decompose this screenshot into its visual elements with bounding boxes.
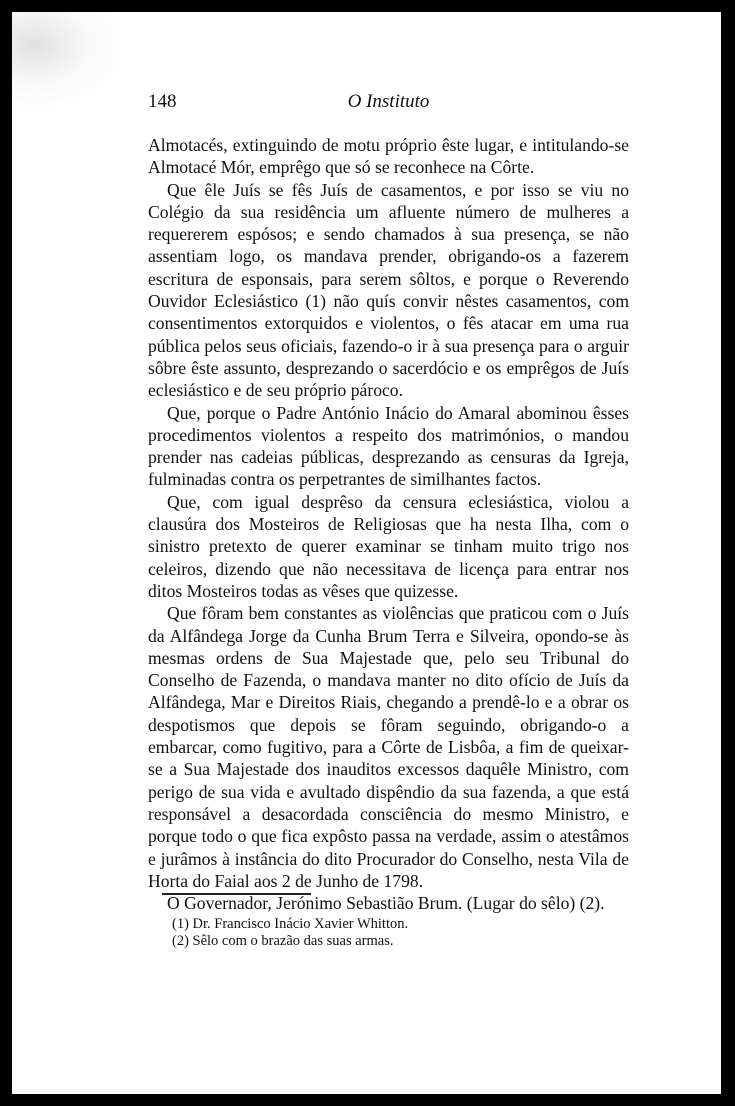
book-page — [12, 12, 721, 1094]
paragraph: Que, porque o Padre António Inácio do Amaral abominou êsses procedimentos violentos a respeito dos matrimónios, o mandou prender nas cadeias públicas, desprezando as censuras da Igreja, fulminadas contra os perpetrantes de similhantes factos. — [148, 402, 629, 490]
paragraph: Que fôram bem constantes as violências que praticou com o Juís da Alfândega Jorge da Cunha Brum Terra e Silveira, opondo-se às mesmas ordens de Sua Majestade que, pelo seu Tribunal do Conselho de Fazenda, o mandava manter no dito ofício de Juís da Alfândega, Mar e Direitos Riais, chegando a prendê-lo e a obrar os despotismos que depois se fôram seguindo, obrigando-o a embarcar, como fugitivo, para a Côrte de Lisbôa, a fim de queixar-se a Sua Majestade dos inauditos excessos daquêle Ministro, com perigo de sua vida e avultado dispêndio da sua fazenda, a que está responsável a desacordada consciência do mesmo Ministro, e porque todo o que fica expôsto passa na verdade, assim o atestâmos e jurâmos à instância do dito Procurador do Conselho, nesta Vila de Horta do Faial aos 2 de Junho de 1798. — [148, 603, 629, 891]
paragraph: O Governador, Jerónimo Sebastião Brum. (Lugar do sêlo) (2). — [167, 893, 605, 914]
paper-stain — [12, 12, 122, 107]
paragraph: Que êle Juís se fês Juís de casamentos, e por isso se viu no Colégio da sua residência um afluente número de mulheres a requererem espósos; e sendo chamados à sua presença, se não assentiam logo, os mandava prender, obrigando-os a fazerem escritura de esponsais, para serem sôltos, e porque o Reverendo Ouvidor Eclesiástico (1) não quís convir nêstes casamentos, com consentimentos extorquidos e violentos, o fês atacar em uma rua pública pelos seus oficiais, fazendo-o ir à sua presença para o arguir sôbre êste assunto, desprezando o sacerdócio e os emprêgos de Juís eclesiástico e de seu próprio pároco. — [148, 179, 629, 401]
page-number: 148 — [148, 91, 177, 112]
paragraph: Que, com igual desprêso da censura eclesiástica, violou a clausúra dos Mosteiros de Religiosas que ha nesta Ilha, com o sinistro pretexto de querer examinar se tinham muito trigo nos celeiros, dizendo que não necessitava de licença para entrar nos ditos Mosteiros todas as vêses que quizesse. — [148, 491, 629, 601]
footnote: (2) Sêlo com o brazão das suas armas. — [172, 933, 394, 949]
footnotes — [172, 916, 612, 950]
body-text — [148, 134, 629, 914]
footnote-divider — [162, 893, 311, 895]
page-header — [148, 91, 629, 117]
paragraph: Almotacés, extinguindo de motu próprio êste lugar, e intitulando-se Almotacé Mór, emprêgo que só se reconhece na Côrte. — [148, 135, 629, 178]
running-title: O Instituto — [347, 91, 430, 112]
footnote: (1) Dr. Francisco Inácio Xavier Whitton. — [172, 916, 409, 932]
